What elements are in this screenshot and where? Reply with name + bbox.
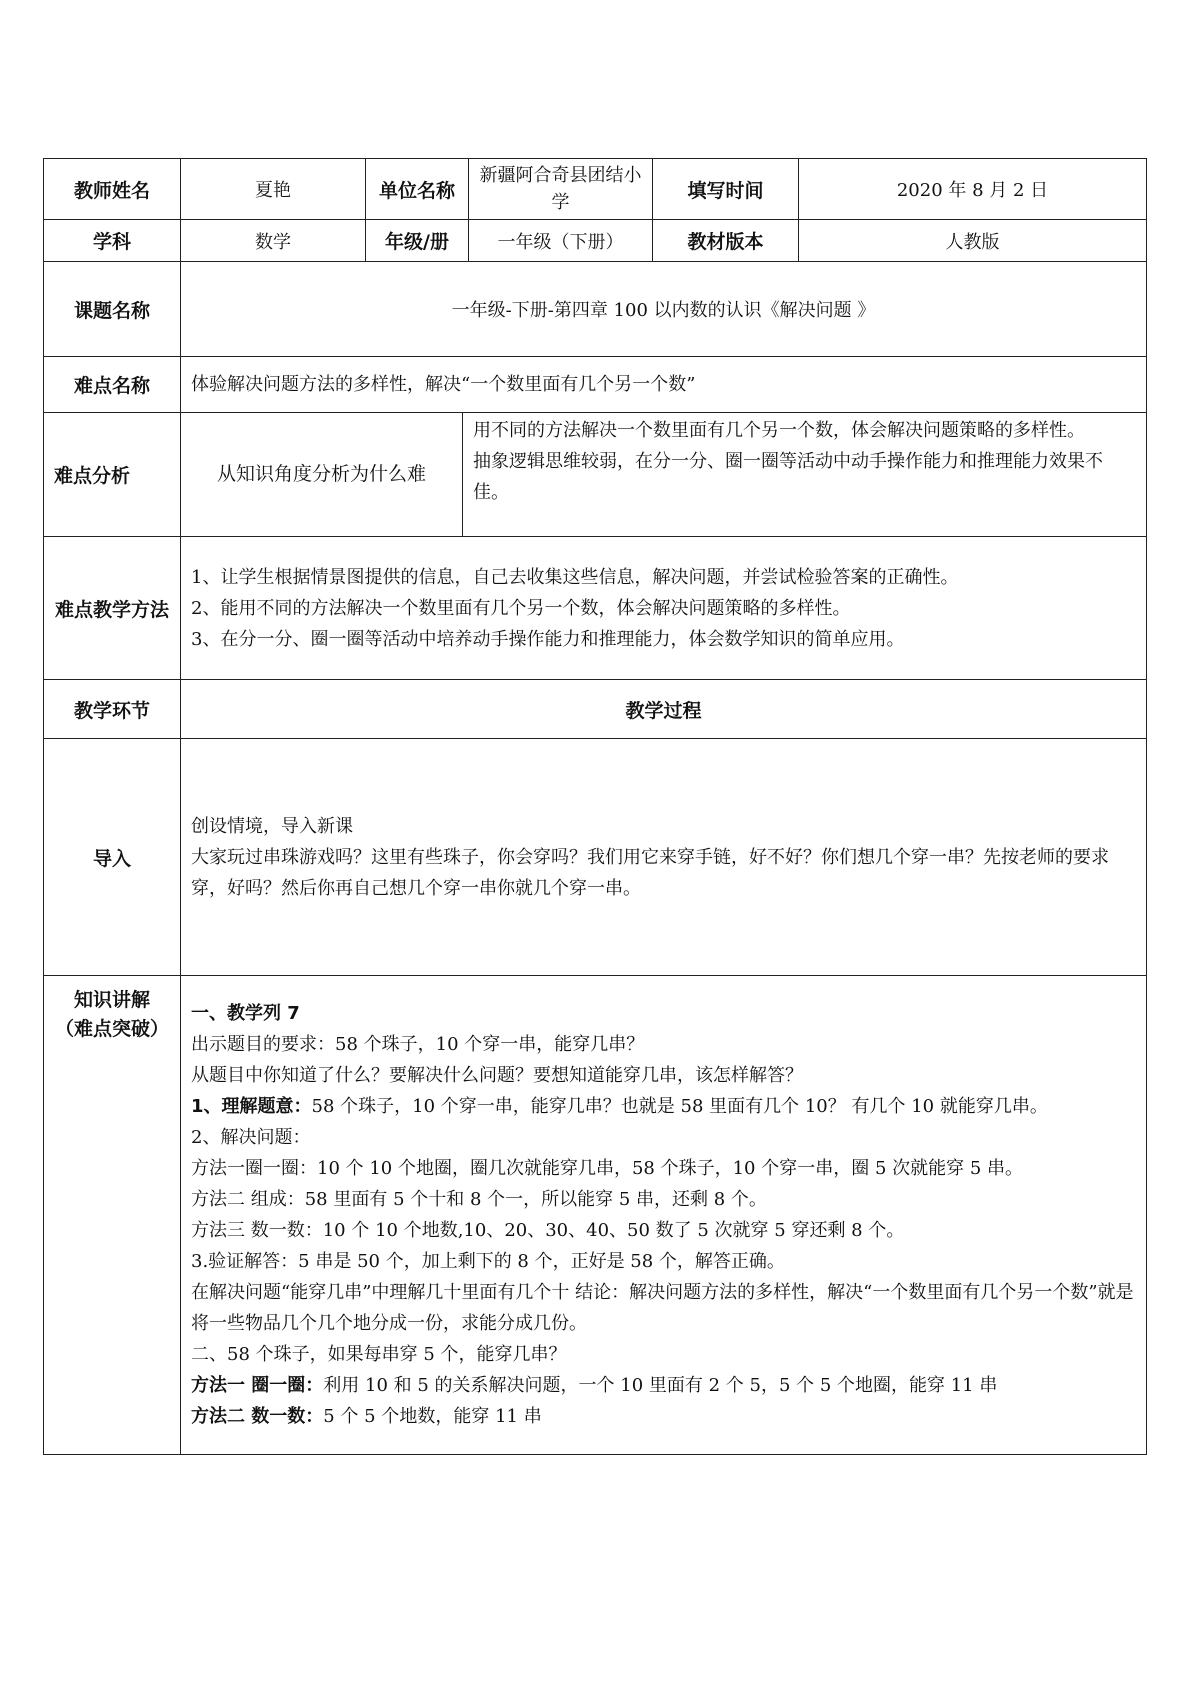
grade-label: 年级/册	[366, 220, 469, 262]
process-label: 教学过程	[181, 680, 1147, 739]
analysis-line: 用不同的方法解决一个数里面有几个另一个数，体会解决问题策略的多样性。	[473, 420, 1085, 441]
topic-label: 课题名称	[44, 262, 181, 357]
teacher-label: 教师姓名	[44, 159, 181, 220]
m1-text: 利用 10 和 5 的关系解决问题，一个 10 里面有 2 个 5，5 个 5 个地圈，能穿 11 串	[323, 1375, 998, 1396]
process-header-row	[44, 680, 1147, 739]
knowledge-heading: 一、教学列 7	[191, 1003, 300, 1024]
understand-text: 58 个珠子，10 个穿一串，能穿几串？也就是 58 里面有几个 10？ 有几个 10 就能穿几串。	[311, 1096, 1048, 1117]
difficulty-row	[44, 357, 1147, 413]
edition-label: 教材版本	[653, 220, 799, 262]
difficulty-label: 难点名称	[44, 357, 181, 413]
stage-label: 教学环节	[44, 680, 181, 739]
intro-label: 导入	[44, 739, 181, 976]
knowledge-method-one	[191, 1370, 1136, 1401]
info-row-1	[44, 159, 1147, 220]
difficulty-value: 体验解决问题方法的多样性，解决“一个数里面有几个另一个数”	[181, 357, 1147, 413]
intro-text	[181, 739, 1147, 976]
knowledge-line: 方法一圈一圈：10 个 10 个地圈，圈几次就能穿几串，58 个珠子，10 个穿一串，圈 5 次就能穿 5 串。	[191, 1158, 1024, 1179]
analysis-row	[44, 413, 1147, 537]
analysis-label: 难点分析	[44, 413, 181, 537]
intro-line: 创设情境，导入新课	[191, 815, 353, 837]
knowledge-text	[181, 976, 1147, 1455]
analysis-line: 抽象逻辑思维较弱，在分一分、圈一圈等活动中动手操作能力和推理能力效果不佳。	[473, 451, 1103, 503]
analysis-sub-label: 从知识角度分析为什么难	[181, 413, 463, 537]
method-line: 1、让学生根据情景图提供的信息，自己去收集这些信息，解决问题，并尝试检验答案的正确性。	[191, 566, 959, 588]
knowledge-method-two	[191, 1401, 1136, 1432]
knowledge-line: 出示题目的要求：58 个珠子，10 个穿一串，能穿几串？	[191, 1034, 645, 1055]
unit-label: 单位名称	[366, 159, 469, 220]
method-text	[181, 537, 1147, 680]
knowledge-label-line-1: 知识讲解	[73, 989, 150, 1011]
knowledge-label	[44, 976, 181, 1455]
knowledge-line: 在解决问题“能穿几串”中理解几十里面有几个十 结论：解决问题方法的多样性，解决“一个数里面有几个另一个数”就是将一些物品几个几个地分成一份，求能分成几份。	[191, 1282, 1134, 1334]
topic-value: 一年级-下册-第四章 100 以内数的认识《解决问题 》	[181, 262, 1147, 357]
knowledge-row	[44, 976, 1147, 1455]
knowledge-line: 2、解决问题：	[191, 1127, 311, 1148]
knowledge-label-line-2: （难点突破）	[54, 1018, 169, 1040]
info-row-2	[44, 220, 1147, 262]
intro-line: 大家玩过串珠游戏吗？这里有些珠子，你会穿吗？我们用它来穿手链，好不好？你们想几个穿一串？先按老师的要求穿，好吗？然后你再自己想几个穿一串你就几个穿一串。	[191, 846, 1109, 899]
unit-value: 新疆阿合奇县团结小学	[469, 159, 653, 220]
teacher-value: 夏艳	[181, 159, 366, 220]
method-line: 3、在分一分、圈一圈等活动中培养动手操作能力和推理能力，体会数学知识的简单应用。	[191, 628, 905, 650]
method-row	[44, 537, 1147, 680]
subject-label: 学科	[44, 220, 181, 262]
m2-bold: 方法二 数一数：	[191, 1406, 324, 1427]
topic-row	[44, 262, 1147, 357]
knowledge-line: 3.验证解答：5 串是 50 个，加上剩下的 8 个，正好是 58 个，解答正确。	[191, 1251, 785, 1272]
lesson-plan-table	[43, 158, 1147, 1455]
knowledge-line: 方法三 数一数：10 个 10 个地数,10、20、30、40、50 数了 5 次就穿 5 穿还剩 8 个。	[191, 1220, 905, 1241]
knowledge-line: 方法二 组成：58 里面有 5 个十和 8 个一，所以能穿 5 串，还剩 8 个。	[191, 1189, 767, 1210]
subject-value: 数学	[181, 220, 366, 262]
knowledge-line: 从题目中你知道了什么？要解决什么问题？要想知道能穿几串，该怎样解答？	[191, 1065, 803, 1086]
edition-value: 人教版	[799, 220, 1147, 262]
intro-row	[44, 739, 1147, 976]
understand-bold: 1、理解题意：	[191, 1096, 312, 1117]
m1-bold: 方法一 圈一圈：	[191, 1375, 324, 1396]
knowledge-understand	[191, 1091, 1136, 1122]
date-value: 2020 年 8 月 2 日	[799, 159, 1147, 220]
m2-text: 5 个 5 个地数，能穿 11 串	[323, 1406, 542, 1427]
knowledge-line: 二、58 个珠子，如果每串穿 5 个，能穿几串？	[191, 1344, 567, 1365]
method-label: 难点教学方法	[44, 537, 181, 680]
method-line: 2、能用不同的方法解决一个数里面有几个另一个数，体会解决问题策略的多样性。	[191, 597, 851, 619]
grade-value: 一年级（下册）	[469, 220, 653, 262]
analysis-text	[463, 413, 1147, 537]
date-label: 填写时间	[653, 159, 799, 220]
